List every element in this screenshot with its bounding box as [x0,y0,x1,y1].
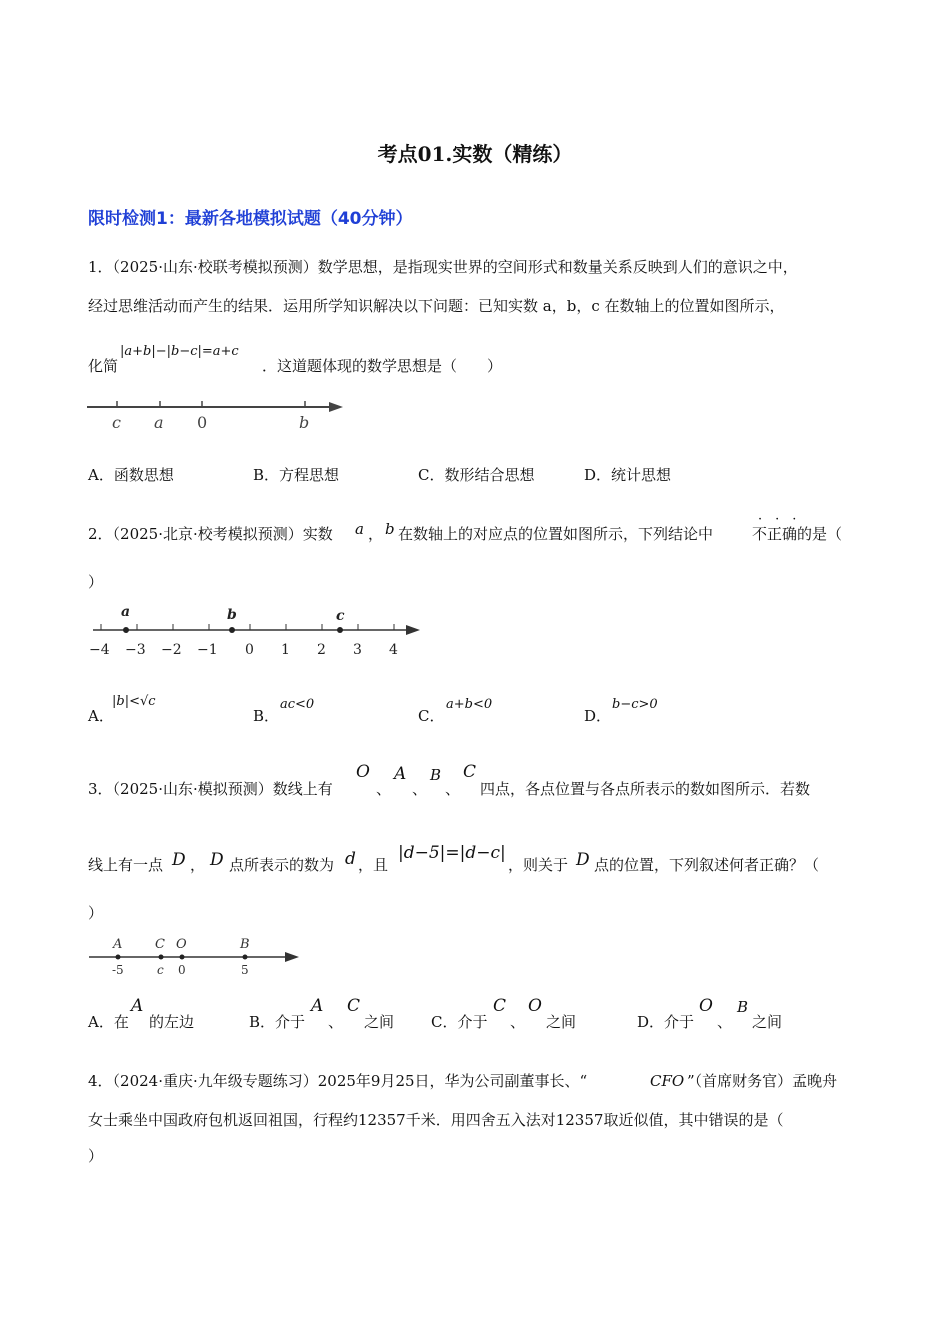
q1-formula: |a+b|−|b−c|=a+c [120,344,239,359]
q1-line3-prefix: 化简 [88,357,119,375]
q3-axis-bottom-label: 0 [178,963,186,977]
q2-emphasis-dots: ··· [758,512,810,527]
q3-axis-top-label: O [176,937,187,952]
q4-line2: 女士乘坐中国政府包机返回祖国，行程约12357千米．用四舍五入法对12357取近似值，其中错误的是（ [88,1111,784,1129]
q2-comma: ， [368,525,384,543]
q2-line1-c: 的是（ [797,525,843,543]
q3-option-d[interactable]: D．介于 [637,1013,695,1031]
q2-tick-label: −3 [125,642,146,658]
q2-point-label-b: b [227,607,237,623]
q3-sep: 、 [376,780,392,798]
q1-option-d[interactable]: D．统计思想 [584,466,672,484]
q2-var-b: b [385,520,395,538]
q2-tick-label: 4 [389,642,398,658]
q1-option-b[interactable]: B．方程思想 [253,466,340,484]
q3-var-D3: D [576,850,590,870]
q3-line1-b: 四点，各点位置与各点所表示的数如图所示．若数 [480,780,811,798]
q4-line1-b: ”（首席财务官）孟晚舟 [687,1072,838,1090]
q1-option-a[interactable]: A．函数思想 [88,466,174,484]
q2-option-a-expr: |b|<√c [112,694,156,709]
q1-line1: 1．（2025·山东·校联考模拟预测）数学思想，是指现实世界的空间形式和数量关系反映到人们的意识之中， [88,258,798,276]
q3-formula: |d−5|=|d−c| [398,843,506,863]
q3-line2-d: ，且 [358,856,389,874]
q3-option-c-p1: C [493,996,507,1016]
q1-option-c[interactable]: C．数形结合思想 [418,466,535,484]
q2-line2: ） [88,573,104,591]
q2-line1-a: 2．（2025·北京·校考模拟预测）实数 [88,525,333,543]
q2-tick-label: −4 [89,642,110,658]
q2-tick-label: −2 [161,642,182,658]
q2-option-a-letter[interactable]: A． [88,707,114,725]
q2-option-b-letter[interactable]: B． [253,707,280,725]
q3-option-d-p2: B [737,998,749,1016]
q3-var-D: D [172,850,186,870]
q3-point-b: B [430,766,442,784]
q3-line3: ） [88,904,104,922]
q3-option-b[interactable]: B．介于 [249,1013,306,1031]
q3-var-D2: D [210,850,224,870]
q4-line1-a: 4．（2024·重庆·九年级专题练习）2025年9月25日，华为公司副董事长、“ [88,1072,588,1090]
q3-option-c-tail: 之间 [546,1013,577,1031]
q3-option-d-p1: O [699,996,713,1016]
q3-option-b-p1: A [311,996,324,1016]
q2-option-d-letter[interactable]: D． [584,707,612,725]
q3-point-o: O [356,762,370,782]
q3-point-c: C [463,762,477,782]
q3-axis-bottom-label: 5 [241,963,249,977]
q2-option-c-expr: a+b<0 [446,697,493,712]
q3-line2-c: 点所表示的数为 [229,856,335,874]
q3-line1-a: 3．（2025·山东·模拟预测）数线上有 [88,780,333,798]
q1-axis-label-b: b [299,413,310,432]
q3-line2-a: 线上有一点 [88,856,164,874]
q3-line2-b: ， [190,856,206,874]
q4-line3: ） [88,1147,104,1165]
q3-axis-bottom-label: c [157,963,164,977]
q3-option-c-p2: O [528,996,542,1016]
q3-axis-bottom-label: -5 [112,963,124,977]
q2-option-c-letter[interactable]: C． [418,707,445,725]
q2-option-b-expr: ac<0 [280,697,315,712]
q2-line1-b: 在数轴上的对应点的位置如图所示，下列结论中 [398,525,714,543]
q2-point-c [337,627,343,633]
q3-sep: 、 [445,780,461,798]
section-heading: 限时检测1：最新各地模拟试题（40分钟） [88,209,413,229]
q3-var-d: d [345,849,356,869]
q3-option-a-tail: 的左边 [149,1013,195,1031]
q3-option-d-sep: 、 [717,1013,733,1031]
q1-axis-label-c: c [112,413,121,432]
q3-option-c-sep: 、 [510,1013,526,1031]
q3-option-b-p2: C [347,996,361,1016]
q3-line2-f: 点的位置，下列叙述何者正确？（ [594,856,820,874]
q1-axis-label-0: 0 [197,413,208,432]
q2-tick-label: 0 [245,642,254,658]
q3-option-c[interactable]: C．介于 [431,1013,488,1031]
q3-option-a-p1: A [131,996,144,1016]
q2-tick-label: −1 [197,642,218,658]
q2-tick-label: 3 [353,642,362,658]
q2-option-d-expr: b−c>0 [612,697,658,712]
q3-axis-top-label: B [240,937,250,952]
q3-point-a: A [394,764,407,784]
q2-tick-label: 1 [281,642,290,658]
q3-axis-top-label: A [113,937,123,952]
q3-option-a[interactable]: A．在 [88,1013,129,1031]
q3-option-b-sep: 、 [328,1013,344,1031]
q2-point-a [123,627,129,633]
q3-number-line [85,933,305,979]
q2-emphasis: 不正确 [752,525,798,543]
q2-point-b [229,627,235,633]
q3-axis-top-label: C [155,937,165,952]
q2-tick-label: 2 [317,642,326,658]
q1-axis-label-a: a [154,413,164,432]
q3-sep: 、 [412,780,428,798]
q2-var-a: a [355,520,364,538]
q2-point-label-a: a [121,604,131,620]
q1-line3-suffix: ．这道题体现的数学思想是（ ） [262,357,503,375]
q2-number-line [85,600,430,660]
page-title: 考点01.实数（精练） [377,142,573,166]
q2-point-label-c: c [336,608,345,624]
q1-number-line [85,395,355,435]
q4-cfo: CFO [650,1072,685,1090]
q3-line2-e: ，则关于 [508,856,569,874]
q3-option-d-tail: 之间 [752,1013,783,1031]
q3-option-b-tail: 之间 [364,1013,395,1031]
q1-line2: 经过思维活动而产生的结果．运用所学知识解决以下问题：已知实数 a，b，c 在数轴上的位置如图所示， [88,297,785,315]
